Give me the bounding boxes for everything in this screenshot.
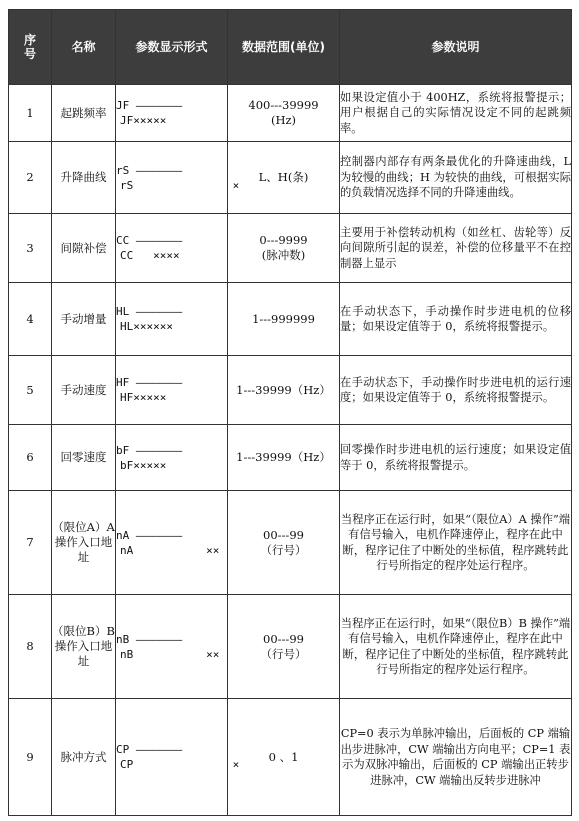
- range-line-1: L、H(条): [258, 170, 309, 184]
- display-line-2: nA ××: [120, 543, 220, 557]
- display-line-2: CC ××××: [120, 249, 180, 262]
- row-display: [116, 283, 228, 356]
- display-line-1: CC ———————: [116, 234, 183, 247]
- range-line-2: （行号）: [260, 542, 307, 557]
- header-display: 参数显示形式: [116, 10, 228, 85]
- row-range: [228, 595, 340, 699]
- row-name: 间隙补偿: [52, 214, 116, 283]
- row-name: 手动速度: [52, 356, 116, 425]
- display-line-2: HF×××××: [120, 391, 167, 404]
- table-row: [9, 85, 572, 142]
- row-range: [228, 425, 340, 491]
- table-row: [9, 699, 572, 816]
- table-row: [9, 142, 572, 214]
- range-line-2: (脉冲数): [261, 248, 306, 262]
- range-line-2: (Hz): [270, 113, 297, 127]
- row-range: [228, 214, 340, 283]
- range-line-1: 1---39999（Hz）: [236, 450, 331, 464]
- row-name: 升降曲线: [52, 142, 116, 214]
- range-line-1: 1---999999: [252, 311, 315, 326]
- display-line-1: nA ———————: [116, 528, 183, 542]
- range-line-2: （行号）: [260, 646, 307, 661]
- display-line-1: bF ———————: [116, 443, 183, 457]
- row-desc: 当程序正在运行时，如果“（限位B）B 操作”端有信号输入，电机作降速停止，程序在此中断，程序记住了中断处的坐标值，程序跳转此行号所指定的程序处运行程序。: [340, 595, 572, 699]
- row-range: [228, 491, 340, 595]
- range-line-1: 00---99: [263, 631, 304, 646]
- row-display: [116, 85, 228, 142]
- range-line-1: 00---99: [263, 527, 304, 542]
- row-range: [228, 85, 340, 142]
- display-line-2: CP ×: [120, 758, 240, 771]
- row-range: [228, 142, 340, 214]
- row-desc: 控制器内部存有两条最优化的升降速曲线，L 为较慢的曲线；H 为较快的曲线，可根据实际的负载情况选择不同的升降速曲线。: [340, 142, 572, 214]
- row-seq: 3: [9, 214, 52, 283]
- display-line-1: HL ———————: [116, 305, 183, 318]
- table-row: [9, 356, 572, 425]
- display-line-1: rS ———————: [116, 163, 183, 177]
- row-name: （限位A）A 操作入口地址: [52, 491, 116, 595]
- row-display: [116, 425, 228, 491]
- row-display: [116, 142, 240, 214]
- parameter-table-container: [8, 9, 571, 816]
- row-seq: 9: [9, 699, 52, 816]
- row-range: [228, 699, 340, 816]
- table-row: [9, 595, 572, 699]
- row-desc: CP=0 表示为单脉冲输出，后面板的 CP 端输出步进脉冲，CW 端输出方向电平；CP=1 表示为双脉冲输出，后面板的 CP 端输出正转步进脉冲，CW 端输出反转步进脉冲: [340, 699, 572, 816]
- display-line-2: nB ××: [120, 647, 220, 661]
- range-line-1: 400---39999: [248, 98, 319, 112]
- display-line-1: nB ———————: [116, 632, 183, 646]
- range-line-1: 0 、1: [268, 749, 299, 764]
- row-name: 手动增量: [52, 283, 116, 356]
- row-range: [228, 356, 340, 425]
- row-desc: 回零操作时步进电机的运行速度；如果设定值等于 0，系统将报警提示。: [340, 425, 572, 491]
- table-row: [9, 425, 572, 491]
- display-line-1: HF ———————: [116, 376, 183, 389]
- row-seq: 6: [9, 425, 52, 491]
- table-row: [9, 214, 572, 283]
- row-seq: 7: [9, 491, 52, 595]
- row-desc: 在手动状态下，手动操作时步进电机的运行速度；如果设定值等于 0，系统将报警提示。: [340, 356, 572, 425]
- row-display: [116, 595, 228, 699]
- display-line-1: JF ———————: [116, 99, 183, 112]
- row-desc: 主要用于补偿转动机构（如丝杠、齿轮等）反向间隙所引起的误差，补偿的位移量平不在控制器上显示: [340, 214, 572, 283]
- row-display: [116, 699, 240, 816]
- range-line-1: 1---39999（Hz）: [236, 382, 331, 397]
- row-seq: 1: [9, 85, 52, 142]
- row-display: [116, 356, 228, 425]
- row-seq: 8: [9, 595, 52, 699]
- row-desc: 如果设定值小于 400HZ，系统将报警提示；用户根据自己的实际情况设定不同的起跳频率。: [340, 85, 572, 142]
- header-desc: 参数说明: [340, 10, 572, 85]
- header-range: 数据范围(单位): [228, 10, 340, 85]
- row-desc: 在手动状态下，手动操作时步进电机的位移量；如果设定值等于 0，系统将报警提示。: [340, 283, 572, 356]
- parameter-table: [8, 9, 572, 816]
- row-seq: 2: [9, 142, 52, 214]
- row-name: 脉冲方式: [52, 699, 116, 816]
- display-line-1: CP ———————: [116, 743, 183, 756]
- header-name: 名称: [52, 10, 116, 85]
- header-seq: 序号: [9, 10, 52, 85]
- display-line-2: JF×××××: [120, 114, 167, 127]
- row-range: [228, 283, 340, 356]
- row-seq: 5: [9, 356, 52, 425]
- range-line-1: 0---9999: [259, 233, 308, 247]
- display-line-2: bF×××××: [120, 458, 167, 472]
- row-name: 起跳频率: [52, 85, 116, 142]
- table-row: [9, 283, 572, 356]
- row-display: [116, 491, 228, 595]
- row-name: 回零速度: [52, 425, 116, 491]
- row-desc: 当程序正在运行时，如果“（限位A）A 操作”端有信号输入，电机作降速停止，程序在此中断，程序记住了中断处的坐标值，程序跳转此行号所指定的程序处运行程序。: [340, 491, 572, 595]
- display-line-2: HL××××××: [120, 320, 173, 333]
- header-row: [9, 10, 572, 85]
- row-seq: 4: [9, 283, 52, 356]
- table-row: [9, 491, 572, 595]
- row-name: （限位B）B 操作入口地址: [52, 595, 116, 699]
- display-line-2: rS ×: [120, 178, 240, 192]
- row-display: [116, 214, 228, 283]
